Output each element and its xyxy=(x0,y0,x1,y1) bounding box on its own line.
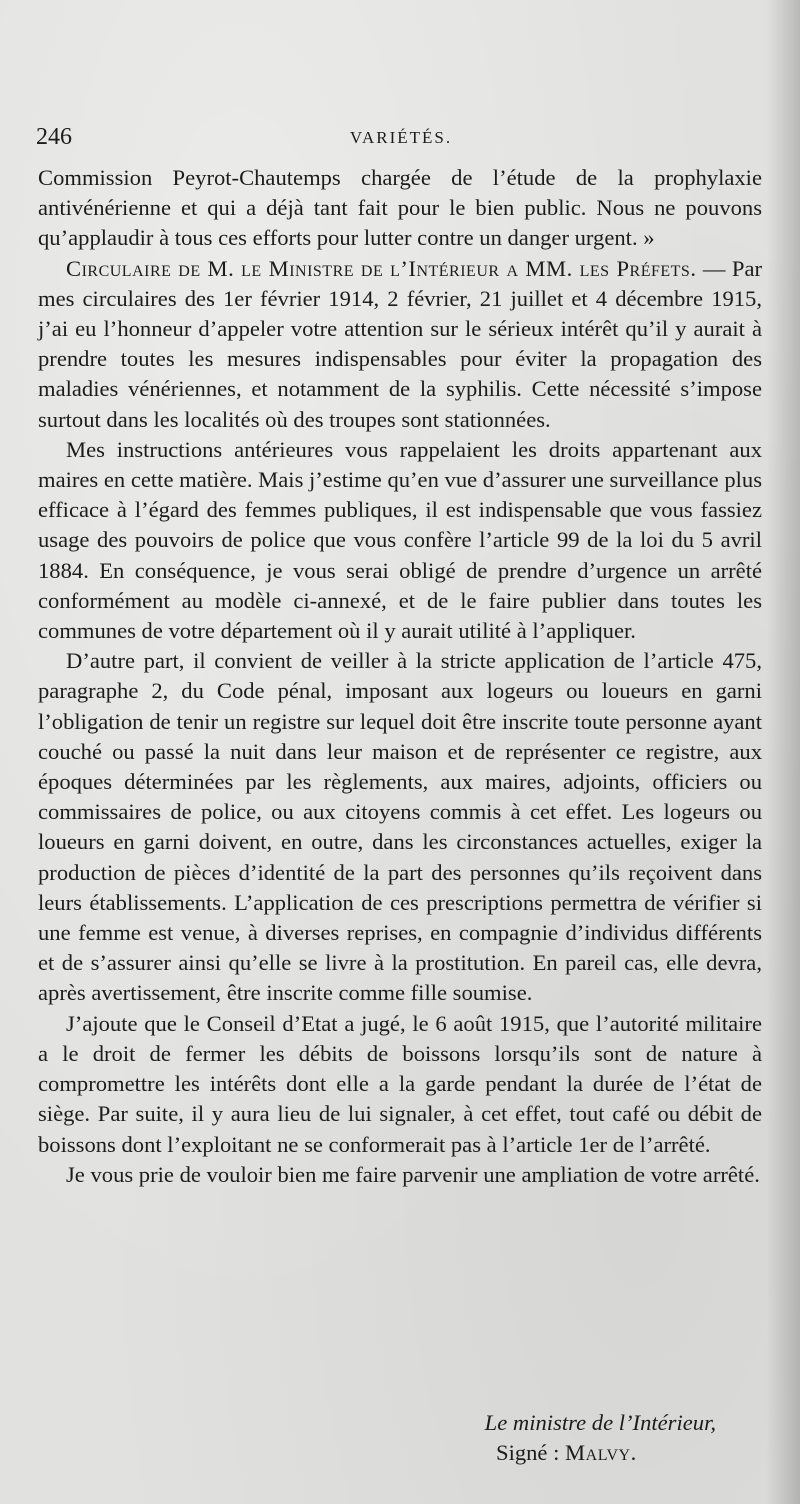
page-header xyxy=(36,124,766,158)
page-number: 246 xyxy=(36,124,72,150)
paragraph-2 xyxy=(38,254,762,435)
signature-block xyxy=(0,1408,716,1468)
signatory-title: Le ministre de l’Intérieur, xyxy=(484,1410,716,1435)
paragraph-4: D’autre part, il convient de veiller à la stricte application de l’article 475, paragraphe 2, du Code pénal, imposant aux logeurs ou loueurs en garni l’obligation de tenir un registre sur lequel doit être inscrite toute personne ayant couché ou passé la nuit dans leur maison et de représenter ce registre, aux époques déterminées par les règlements, aux maires, adjoints, officiers ou commissaires de police, ou aux citoyens commis à cet effet. Les logeurs ou loueurs en garni doivent, en outre, dans les circonstances actuelles, exiger la production de pièces d’identité de la part des personnes qu’ils reçoivent dans leurs établissements. L’application de ces prescriptions permettra de vérifier si une femme est venue, à diverses reprises, en compagnie d’individus différents et de s’assurer ainsi qu’elle se livre à la prostitution. En pareil cas, elle devra, après avertissement, être inscrite comme fille soumise. xyxy=(38,648,762,1006)
signatory-name: Malvy. xyxy=(565,1440,637,1465)
running-head: VARIÉTÉS. xyxy=(349,128,453,147)
paragraph-6: Je vous prie de vouloir bien me faire parvenir une ampliation de votre arrêté. xyxy=(66,1161,760,1187)
circular-heading: Circulaire de M. le Ministre de l’Intérieur a MM. les Préfets. xyxy=(66,255,697,281)
paragraph-1: Commission Peyrot-Chautemps chargée de l’étude de la prophylaxie antivénérienne et qui a déjà tant fait pour le bien public. Nous ne pouvons qu’applaudir à tous ces efforts pour lutter contre un danger urgent. » xyxy=(38,165,762,251)
body-text xyxy=(38,163,762,1190)
signed-line xyxy=(0,1438,716,1468)
paragraph-5: J’ajoute que le Conseil d’Etat a jugé, le 6 août 1915, que l’autorité militaire a le droit de fermer les débits de boissons lorsqu’ils sont de nature à compromettre les intérêts dont elle a la garde pendant la durée de l’état de siège. Par suite, il y aura lieu de lui signaler, à cet effet, tout café ou débit de boissons dont l’exploitant ne se conformerait pas à l’article 1er de l’arrêté. xyxy=(38,1010,762,1157)
paragraph-2-body: — Par mes circulaires des 1er février 1914, 2 février, 21 juillet et 4 décembre 1915, j’ai eu l’honneur d’appeler votre attention sur le sérieux intérêt qu’il y aurait à prendre toutes les mesures indispensables pour éviter la propagation des maladies vénériennes, et notamment de la syphilis. Cette nécessité s’impose surtout dans les localités où des troupes sont stationnées. xyxy=(38,255,762,432)
paragraph-3: Mes instructions antérieures vous rappelaient les droits appartenant aux maires en cette matière. Mais j’estime qu’en vue d’assurer une surveillance plus efficace à l’égard des femmes publiques, il est indispensable que vous fassiez usage des pouvoirs de police que vous confère l’article 99 de la loi du 5 avril 1884. En conséquence, je vous serai obligé de prendre d’urgence un arrêté conformément au modèle ci-annexé, et de le faire publier dans toutes les communes de votre département où il y aurait utilité à l’appliquer. xyxy=(38,436,762,644)
signed-label: Signé : xyxy=(496,1440,566,1465)
page-edge-shadow xyxy=(766,0,800,1504)
